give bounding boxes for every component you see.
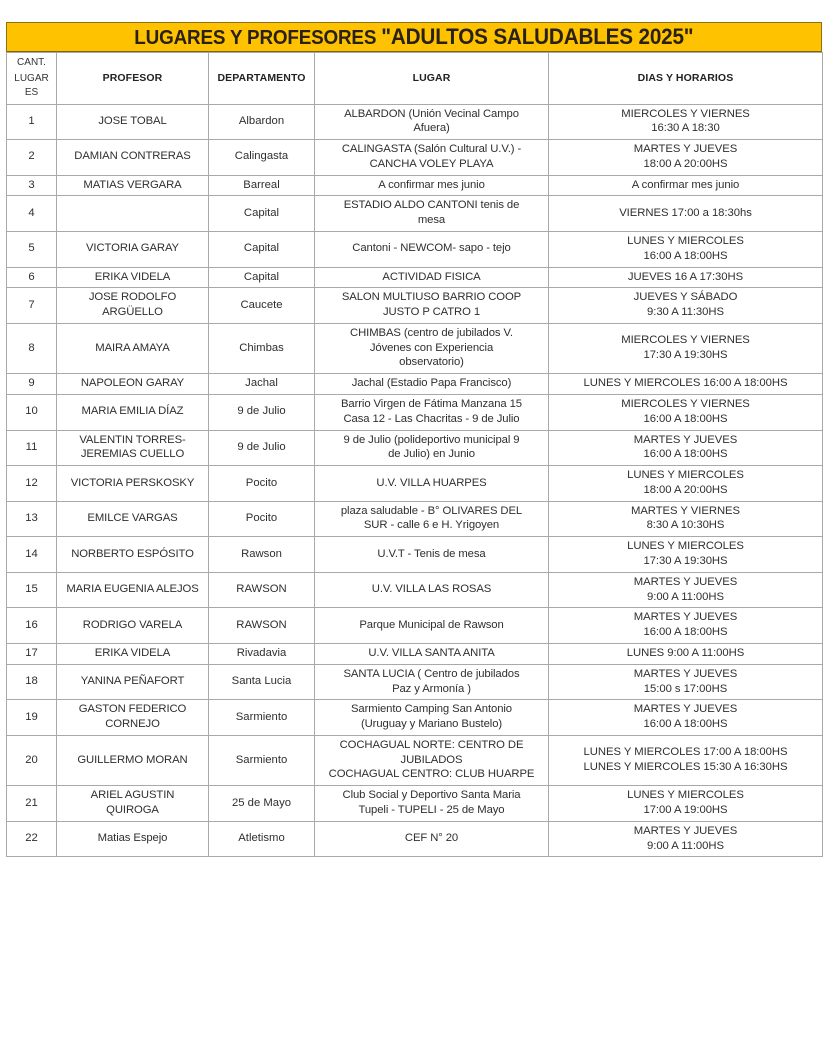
cell-profesor-line: ARGÜELLO <box>102 306 163 319</box>
cell-departamento-line: Calingasta <box>234 150 289 163</box>
cell-dias-horarios <box>549 501 823 537</box>
cell-dias-horarios-line: MARTES Y VIERNES <box>630 504 741 517</box>
cell-profesor-line: ERIKA VIDELA <box>94 646 171 659</box>
cell-dias-horarios <box>549 664 823 700</box>
table-row <box>7 572 823 608</box>
cell-dias-horarios <box>549 267 823 288</box>
cell-dias-horarios-line: 16:00 A 18:00HS <box>643 249 728 262</box>
cell-departamento-line: 9 de Julio <box>237 440 286 453</box>
cell-profesor <box>57 374 209 395</box>
cell-cant-lugares: 22 <box>7 821 57 857</box>
cell-dias-horarios-line: MARTES Y JUEVES <box>633 575 738 588</box>
page-title-prefix: LUGARES Y PROFESORES <box>134 25 382 49</box>
cell-departamento-line: Santa Lucia <box>231 675 292 688</box>
cell-dias-horarios <box>549 430 823 466</box>
cell-departamento-line: Barreal <box>243 178 280 191</box>
cell-profesor <box>57 395 209 431</box>
cell-departamento <box>209 374 315 395</box>
cell-lugar-line: CEF N° 20 <box>404 832 459 845</box>
cell-lugar <box>315 700 549 736</box>
page-title <box>134 23 694 49</box>
cell-profesor <box>57 700 209 736</box>
cell-dias-horarios-line: 9:00 A 11:00HS <box>647 590 724 603</box>
cell-dias-horarios-line: LUNES Y MIERCOLES <box>627 234 744 247</box>
cell-lugar-line: U.V. VILLA LAS ROSAS <box>371 583 492 596</box>
cell-lugar-line: Sarmiento Camping San Antonio <box>350 703 512 716</box>
cell-departamento-line: Capital <box>243 242 280 255</box>
column-header-cant-lugares <box>7 53 57 105</box>
cell-dias-horarios-line: MIERCOLES Y VIERNES <box>621 334 750 347</box>
table-body <box>7 104 823 857</box>
cell-lugar-line: SALON MULTIUSO BARRIO COOP <box>341 291 522 304</box>
cell-lugar-line: Club Social y Deportivo Santa Maria <box>342 789 521 802</box>
cell-dias-horarios-line: 17:00 A 19:00HS <box>643 803 728 816</box>
cell-dias-horarios-line: LUNES Y MIERCOLES 16:00 A 18:00HS <box>583 377 788 390</box>
cell-cant-lugares: 9 <box>7 374 57 395</box>
cell-departamento <box>209 664 315 700</box>
table-row <box>7 196 823 232</box>
cell-dias-horarios-line: VIERNES 17:00 a 18:30hs <box>619 206 752 219</box>
cell-profesor-line: VICTORIA GARAY <box>86 242 179 255</box>
cell-lugar-line: Parque Municipal de Rawson <box>359 618 504 631</box>
column-header-profesor: PROFESOR <box>57 53 209 105</box>
cell-dias-horarios <box>549 700 823 736</box>
cell-departamento <box>209 735 315 785</box>
table-row <box>7 786 823 822</box>
cell-lugar-line: Afuera) <box>413 122 450 135</box>
cell-profesor <box>57 572 209 608</box>
cell-lugar-line: U.V. VILLA HUARPES <box>376 476 487 489</box>
cell-departamento-line: Rivadavia <box>236 646 287 659</box>
cell-profesor-line: JOSE RODOLFO <box>88 291 177 304</box>
cell-departamento-line: Sarmiento <box>235 753 288 766</box>
cell-profesor <box>57 140 209 176</box>
table-row <box>7 608 823 644</box>
cell-dias-horarios-line: JUEVES 16 A 17:30HS <box>627 270 744 283</box>
cell-profesor <box>57 430 209 466</box>
title-banner <box>6 22 822 52</box>
cell-departamento-line: Jachal <box>245 377 278 390</box>
cell-departamento-line: Sarmiento <box>235 710 288 723</box>
cell-dias-horarios <box>549 196 823 232</box>
cell-lugar <box>315 395 549 431</box>
cell-lugar-line: mesa <box>417 214 446 227</box>
cell-lugar-line: Tupeli - TUPELI - 25 de Mayo <box>358 803 505 816</box>
cell-lugar <box>315 288 549 324</box>
table-row <box>7 267 823 288</box>
cell-departamento-line: Atletismo <box>238 832 285 845</box>
cell-dias-horarios-line: 16:00 A 18:00HS <box>643 718 728 731</box>
cell-profesor-line: ARIEL AGUSTIN <box>90 789 175 802</box>
cell-departamento <box>209 608 315 644</box>
cell-dias-horarios-line: MARTES Y JUEVES <box>633 143 738 156</box>
cell-lugar <box>315 267 549 288</box>
schedule-table <box>6 52 823 857</box>
cell-profesor <box>57 501 209 537</box>
cell-dias-horarios-line: LUNES Y MIERCOLES 15:30 A 16:30HS <box>583 761 788 774</box>
cell-dias-horarios-line: 15:00 s 17:00HS <box>643 682 728 695</box>
table-row <box>7 501 823 537</box>
cell-profesor <box>57 267 209 288</box>
table-row <box>7 735 823 785</box>
column-header-departamento: DEPARTAMENTO <box>209 53 315 105</box>
cell-lugar-line: SANTA LUCIA ( Centro de jubilados <box>343 667 520 680</box>
cell-cant-lugares: 19 <box>7 700 57 736</box>
cell-profesor-line: NORBERTO ESPÓSITO <box>71 547 194 560</box>
cell-dias-horarios <box>549 821 823 857</box>
table-row <box>7 395 823 431</box>
cell-lugar-line: JUBILADOS <box>400 753 463 766</box>
cell-departamento-line: 25 de Mayo <box>231 796 292 809</box>
cell-lugar <box>315 466 549 502</box>
cell-cant-lugares: 5 <box>7 231 57 267</box>
cell-departamento-line: Rawson <box>241 547 282 560</box>
cell-dias-horarios-line: MARTES Y JUEVES <box>633 703 738 716</box>
cell-lugar-line: observatorio) <box>399 356 464 369</box>
cell-lugar <box>315 374 549 395</box>
cell-departamento-line: Capital <box>243 206 280 219</box>
cell-lugar-line: Cantoni - NEWCOM- sapo - tejo <box>352 242 511 255</box>
cell-profesor-line: Matias Espejo <box>97 832 168 845</box>
cell-lugar-line: COCHAGUAL NORTE: CENTRO DE <box>339 738 524 751</box>
cell-dias-horarios <box>549 395 823 431</box>
cell-lugar <box>315 196 549 232</box>
cell-departamento <box>209 196 315 232</box>
cell-departamento <box>209 231 315 267</box>
cell-profesor <box>57 821 209 857</box>
cell-cant-lugares: 13 <box>7 501 57 537</box>
cell-lugar-line: Paz y Armonía ) <box>392 682 471 695</box>
cell-profesor-line: MARIA EUGENIA ALEJOS <box>66 583 199 596</box>
cell-profesor-line: JEREMIAS CUELLO <box>80 448 185 461</box>
cell-cant-lugares: 14 <box>7 537 57 573</box>
cell-dias-horarios <box>549 572 823 608</box>
cell-lugar-line: de Julio) en Junio <box>388 448 475 461</box>
cell-lugar-line: 9 de Julio (polideportivo municipal 9 <box>343 433 520 446</box>
cell-dias-horarios-line: MARTES Y JUEVES <box>633 611 738 624</box>
cell-departamento-line: Caucete <box>240 298 283 311</box>
cell-profesor-line: DAMIAN CONTRERAS <box>74 150 191 163</box>
cell-lugar-line: CANCHA VOLEY PLAYA <box>369 157 494 170</box>
cell-cant-lugares: 21 <box>7 786 57 822</box>
cell-cant-lugares: 18 <box>7 664 57 700</box>
table-header <box>7 53 823 105</box>
table-row <box>7 288 823 324</box>
cell-lugar-line: A confirmar mes junio <box>378 178 485 191</box>
table-row <box>7 466 823 502</box>
cell-lugar-line: Jachal (Estadio Papa Francisco) <box>351 377 512 390</box>
cell-lugar-line: ESTADIO ALDO CANTONI tenis de <box>343 199 520 212</box>
cell-lugar-line: (Uruguay y Mariano Bustelo) <box>360 718 503 731</box>
cell-lugar <box>315 572 549 608</box>
cell-profesor-line: ERIKA VIDELA <box>94 270 171 283</box>
cell-dias-horarios-line: 8:30 A 10:30HS <box>646 519 725 532</box>
cell-departamento-line: Pocito <box>245 476 278 489</box>
cell-dias-horarios <box>549 175 823 196</box>
cell-dias-horarios-line: 9:00 A 11:00HS <box>647 839 724 852</box>
cell-profesor <box>57 104 209 140</box>
cell-departamento <box>209 104 315 140</box>
cell-departamento <box>209 323 315 373</box>
cell-cant-lugares: 11 <box>7 430 57 466</box>
cell-profesor <box>57 664 209 700</box>
cell-dias-horarios-line: LUNES Y MIERCOLES <box>627 540 744 553</box>
cell-profesor-line: EMILCE VARGAS <box>87 512 178 525</box>
cell-lugar-line: ACTIVIDAD FISICA <box>382 270 481 283</box>
column-header-lugar: LUGAR <box>315 53 549 105</box>
cell-cant-lugares: 6 <box>7 267 57 288</box>
cell-lugar-line: CALINGASTA (Salón Cultural U.V.) - <box>341 143 522 156</box>
table-header-row <box>7 53 823 105</box>
cell-dias-horarios <box>549 231 823 267</box>
cell-departamento-line: Chimbas <box>239 341 284 354</box>
cell-dias-horarios-line: MARTES Y JUEVES <box>633 433 738 446</box>
cell-profesor-line: CORNEJO <box>105 718 160 731</box>
cell-profesor <box>57 735 209 785</box>
cell-departamento <box>209 786 315 822</box>
cell-dias-horarios-line: LUNES Y MIERCOLES <box>627 469 744 482</box>
cell-dias-horarios-line: MARTES Y JUEVES <box>633 667 738 680</box>
table-row <box>7 664 823 700</box>
cell-lugar <box>315 821 549 857</box>
cell-lugar-line: SUR - calle 6 e H. Yrigoyen <box>363 519 500 532</box>
table-row <box>7 430 823 466</box>
cell-dias-horarios-line: LUNES Y MIERCOLES <box>627 789 744 802</box>
cell-lugar-line: Barrio Virgen de Fátima Manzana 15 <box>340 398 522 410</box>
cell-dias-horarios <box>549 104 823 140</box>
cell-dias-horarios <box>549 608 823 644</box>
cell-departamento <box>209 501 315 537</box>
cell-profesor-line: MAIRA AMAYA <box>95 341 170 354</box>
cell-lugar-line: CHIMBAS (centro de jubilados V. <box>350 326 513 339</box>
cell-lugar-line: COCHAGUAL CENTRO: CLUB HUARPE <box>328 768 535 781</box>
cell-lugar <box>315 643 549 664</box>
cell-lugar-line: Casa 12 - Las Chacritas - 9 de Julio <box>343 412 520 425</box>
table-row <box>7 231 823 267</box>
table-row <box>7 140 823 176</box>
cell-lugar <box>315 608 549 644</box>
cell-lugar-line: plaza saludable - B° OLIVARES DEL <box>340 504 523 517</box>
table-row <box>7 175 823 196</box>
cell-profesor-line: NAPOLEON GARAY <box>80 377 185 390</box>
cell-dias-horarios-line: 9:30 A 11:30HS <box>647 306 724 319</box>
cell-profesor-line: JOSE TOBAL <box>98 114 167 127</box>
cell-lugar-line: ALBARDON (Unión Vecinal Campo <box>344 107 519 120</box>
cell-profesor <box>57 288 209 324</box>
cell-departamento-line: Albardon <box>238 114 285 127</box>
cell-profesor-line: VICTORIA PERSKOSKY <box>70 476 195 489</box>
cell-dias-horarios-line: A confirmar mes junio <box>631 178 740 191</box>
cell-dias-horarios <box>549 288 823 324</box>
cell-cant-lugares: 16 <box>7 608 57 644</box>
cell-departamento <box>209 175 315 196</box>
cell-profesor-line: GUILLERMO MORAN <box>77 753 188 766</box>
cell-dias-horarios-line: JUEVES Y SÁBADO <box>633 291 738 304</box>
cell-cant-lugares: 10 <box>7 395 57 431</box>
cell-dias-horarios-line: 18:00 A 20:00HS <box>643 157 728 170</box>
cell-lugar <box>315 323 549 373</box>
cell-cant-lugares: 15 <box>7 572 57 608</box>
cell-departamento <box>209 140 315 176</box>
cant-lugares-line-2: LUGARES <box>14 72 49 98</box>
cell-departamento <box>209 537 315 573</box>
cell-lugar-line: U.V.T - Tenis de mesa <box>377 547 486 560</box>
cell-cant-lugares: 12 <box>7 466 57 502</box>
cell-lugar-line: U.V. VILLA SANTA ANITA <box>368 646 495 659</box>
cell-cant-lugares: 3 <box>7 175 57 196</box>
cell-dias-horarios-line: MIERCOLES Y VIERNES <box>621 107 750 120</box>
cell-departamento-line: Capital <box>243 270 280 283</box>
cell-dias-horarios-line: 17:30 A 19:30HS <box>643 555 728 568</box>
cell-cant-lugares: 20 <box>7 735 57 785</box>
cell-departamento <box>209 466 315 502</box>
cell-profesor <box>57 196 209 232</box>
table-row <box>7 643 823 664</box>
cell-dias-horarios-line: LUNES 9:00 A 11:00HS <box>626 646 745 659</box>
cell-lugar <box>315 231 549 267</box>
table-row <box>7 323 823 373</box>
cell-profesor <box>57 608 209 644</box>
cell-profesor <box>57 175 209 196</box>
cell-cant-lugares: 1 <box>7 104 57 140</box>
cell-profesor <box>57 231 209 267</box>
cell-dias-horarios <box>549 786 823 822</box>
cell-departamento-line: Pocito <box>245 512 278 525</box>
cell-departamento <box>209 821 315 857</box>
cell-departamento <box>209 643 315 664</box>
cell-departamento <box>209 700 315 736</box>
cell-profesor-line: MARIA EMILIA DÍAZ <box>81 405 184 418</box>
cell-cant-lugares: 2 <box>7 140 57 176</box>
column-header-dias-horarios: DIAS Y HORARIOS <box>549 53 823 105</box>
page-title-highlight: "ADULTOS SALUDABLES 2025" <box>381 23 694 49</box>
cell-dias-horarios <box>549 466 823 502</box>
cell-departamento <box>209 288 315 324</box>
cell-profesor-line: QUIROGA <box>106 803 159 816</box>
cell-dias-horarios-line: 17:30 A 19:30HS <box>643 349 728 362</box>
table-row <box>7 537 823 573</box>
cell-dias-horarios <box>549 643 823 664</box>
cell-lugar <box>315 140 549 176</box>
cell-lugar <box>315 537 549 573</box>
cell-profesor <box>57 643 209 664</box>
cell-departamento-line: RAWSON <box>236 618 287 631</box>
cell-profesor <box>57 466 209 502</box>
cell-dias-horarios-line: LUNES Y MIERCOLES 17:00 A 18:00HS <box>583 746 788 759</box>
cell-dias-horarios <box>549 735 823 785</box>
cell-profesor <box>57 537 209 573</box>
cell-lugar-line: JUSTO P CATRO 1 <box>382 306 481 319</box>
table-row <box>7 104 823 140</box>
cell-profesor-line: GASTON FEDERICO <box>78 703 187 716</box>
cell-lugar-line: Jóvenes con Experiencia <box>369 341 494 354</box>
cell-departamento <box>209 267 315 288</box>
cell-cant-lugares: 7 <box>7 288 57 324</box>
cell-cant-lugares: 4 <box>7 196 57 232</box>
cell-dias-horarios <box>549 537 823 573</box>
cell-dias-horarios-line: 16:30 A 18:30 <box>651 122 720 135</box>
cell-profesor-line: MATIAS VERGARA <box>83 178 182 191</box>
cell-lugar <box>315 501 549 537</box>
cell-cant-lugares: 17 <box>7 643 57 664</box>
cell-departamento <box>209 430 315 466</box>
cell-profesor-line: RODRIGO VARELA <box>82 618 183 631</box>
cell-dias-horarios-line: MARTES Y JUEVES <box>633 824 738 837</box>
cell-lugar <box>315 664 549 700</box>
cell-dias-horarios <box>549 323 823 373</box>
cell-departamento <box>209 572 315 608</box>
table-row <box>7 374 823 395</box>
cell-lugar <box>315 786 549 822</box>
table-row <box>7 700 823 736</box>
cell-departamento-line: RAWSON <box>236 583 287 596</box>
cell-lugar <box>315 735 549 785</box>
cell-cant-lugares: 8 <box>7 323 57 373</box>
cell-dias-horarios-line: 16:00 A 18:00HS <box>643 626 728 639</box>
cell-profesor <box>57 323 209 373</box>
cell-profesor-line: YANINA PEÑAFORT <box>80 675 185 688</box>
table-row <box>7 821 823 857</box>
cell-dias-horarios-line: MIERCOLES Y VIERNES <box>621 398 750 410</box>
cell-departamento <box>209 395 315 431</box>
cell-dias-horarios <box>549 140 823 176</box>
cell-lugar <box>315 430 549 466</box>
cell-dias-horarios-line: 16:00 A 18:00HS <box>643 412 728 425</box>
cell-departamento-line: 9 de Julio <box>237 405 286 418</box>
cell-lugar <box>315 104 549 140</box>
cell-dias-horarios-line: 18:00 A 20:00HS <box>643 483 728 496</box>
cell-dias-horarios-line: 16:00 A 18:00HS <box>643 448 728 461</box>
cell-profesor-line: VALENTIN TORRES- <box>79 433 186 446</box>
cell-lugar <box>315 175 549 196</box>
cant-lugares-line-1: CANT. <box>17 57 46 68</box>
cell-profesor <box>57 786 209 822</box>
cell-dias-horarios <box>549 374 823 395</box>
